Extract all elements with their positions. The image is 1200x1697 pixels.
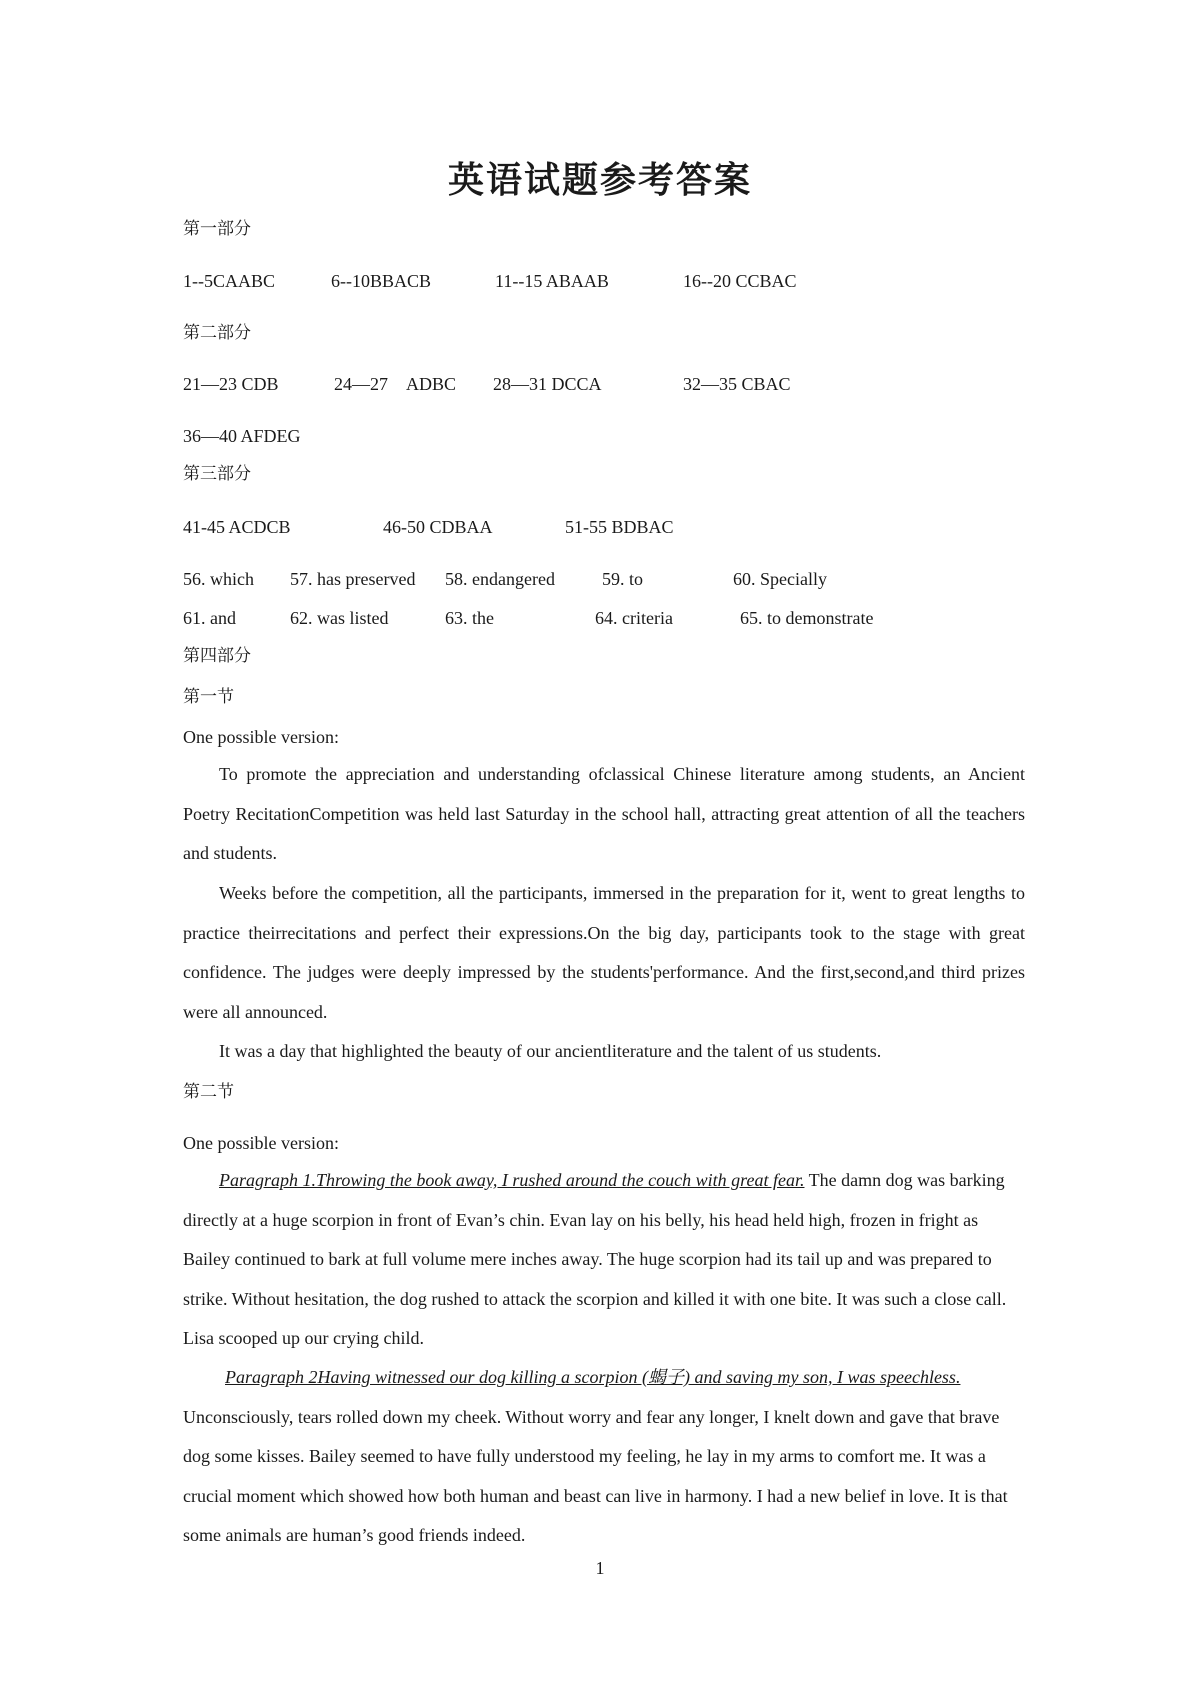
answer-group: 11--15 ABAAB [495,271,609,291]
section1-paragraph: Weeks before the competition, all the participants, immersed in the preparation for it, went to great lengths to practice theirrecitations and perfect their expressions.On the big day, participants took to the stage with great confidence. The judges were deeply impressed by the students'performance. And the first,second,and third prizes were all announced. [183,883,1025,1022]
fill-answer: 58. endangered [445,569,555,589]
answer-group: 32—35 CBAC [683,374,791,394]
part4-heading: 第四部分 [183,646,251,666]
answer-group: 21—23 CDB [183,374,279,394]
part2-answers-row-2 [183,425,1043,447]
page-number: 1 [595,1558,605,1578]
section1-paragraph: It was a day that highlighted the beauty of our ancientliterature and the talent of us students. [219,1041,882,1061]
section1-intro: One possible version: [183,727,339,747]
answer-group: 16--20 CCBAC [683,271,797,291]
answer-group: 36—40 AFDEG [183,426,301,446]
answer-group: 28—31 DCCA [493,374,602,394]
paragraph-1-body: The damn dog was barking directly at a huge scorpion in front of Evan’s chin. Evan lay on his belly, his head held high, frozen in fright as Bailey continued to bark at full volume mere inches away. The huge scorpion had its tail up and was prepared to strike. Without hesitation, the dog rushed to attack the scorpion and killed it with one bite. It was such a close call. Lisa scooped up our crying child. [183,1170,1007,1348]
page-title: 英语试题参考答案 [447,160,752,201]
answer-group: 46-50 CDBAA [383,517,493,537]
section2-paragraph-1 [183,1161,1025,1359]
answer-group: 41-45 ACDCB [183,517,291,537]
fill-answer: 64. criteria [595,608,673,628]
section1-paragraph: To promote the appreciation and understanding ofclassical Chinese literature among students, an Ancient Poetry RecitationCompetition was held last Saturday in the school hall, attracting great attention of all the teachers and students. [183,764,1025,863]
fill-answer: 57. has preserved [290,569,416,589]
fill-answer: 59. to [602,569,644,589]
fill-answer: 62. was listed [290,608,389,628]
section2-heading: 第二节 [183,1082,234,1102]
fill-answer: 60. Specially [733,569,827,589]
fill-answers-row-2 [183,607,1043,629]
paragraph-2-body: Unconsciously, tears rolled down my cheek. Without worry and fear any longer, I knelt down and gave that brave dog some kisses. Bailey seemed to have fully understood my feeling, he lay in my arms to comfort me. It was a crucial moment which showed how both human and beast can live in harmony. I had a new belief in love. It is that some animals are human’s good friends indeed. [183,1406,1008,1545]
fill-answer: 65. to demonstrate [740,608,874,628]
part3-answers-row [183,516,1043,538]
paragraph-2-lead: Paragraph 2Having witnessed our dog killing a scorpion (蝎子) and saving my son, I was speechless. [225,1367,961,1387]
part1-heading: 第一部分 [183,219,251,239]
fill-answers-row-1 [183,568,1043,590]
answer-group: 1--5CAABC [183,271,276,291]
paragraph-1-lead: Paragraph 1.Throwing the book away, I rushed around the couch with great fear. [219,1170,805,1190]
answer-group: ADBC [406,374,457,394]
answer-group: 6--10BBACB [331,271,432,291]
section2-intro: One possible version: [183,1133,339,1153]
fill-answer: 61. and [183,608,236,628]
part2-heading: 第二部分 [183,323,251,343]
part1-answers-row [183,270,1043,292]
answer-group: 24—27 [334,374,388,394]
fill-answer: 56. which [183,569,254,589]
answer-group: 51-55 BDBAC [565,517,674,537]
part2-answers-row [183,373,1043,395]
part3-heading: 第三部分 [183,464,251,484]
section2-paragraph-2 [183,1358,1025,1556]
section1-heading: 第一节 [183,687,234,707]
fill-answer: 63. the [445,608,494,628]
